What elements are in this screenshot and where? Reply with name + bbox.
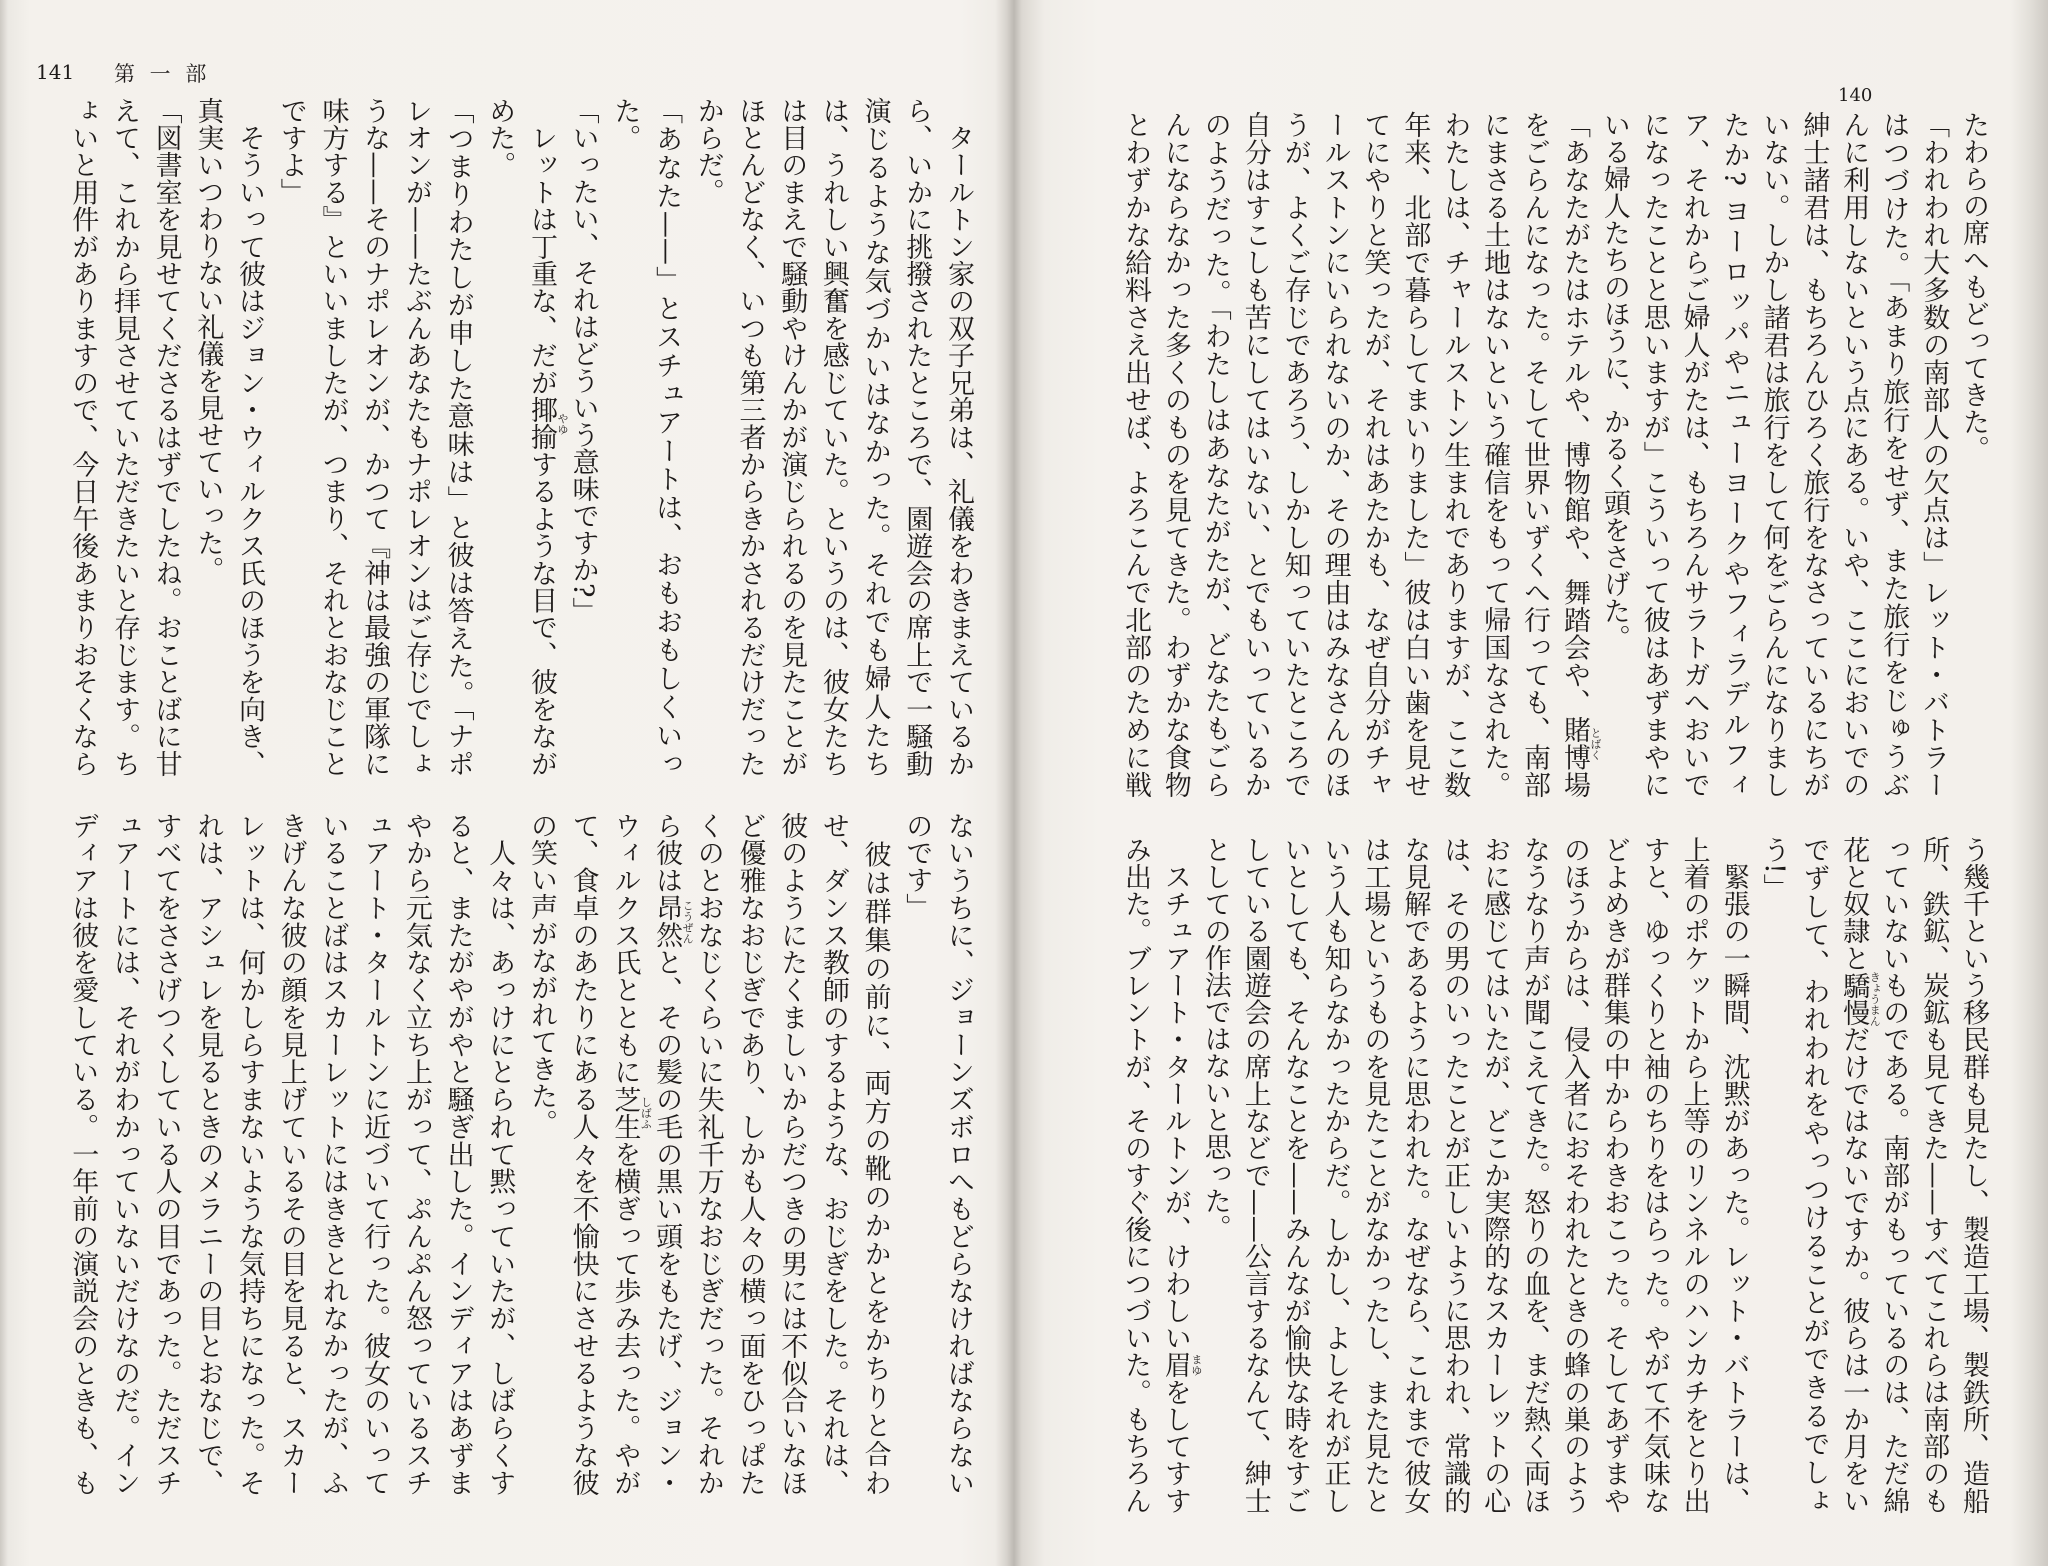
text-line: 自分はすこしも苦にしてはいない、とでもいっているか [1239, 111, 1271, 798]
text-line [604, 812, 653, 1496]
text-line: れは、アシュレを見るときのメラニーの目とおなじで、 [192, 812, 224, 1496]
ruby-word [525, 396, 569, 451]
text-run: ら彼は [651, 812, 683, 895]
text-line: おに感じてはいたが、どこか実際的なスカーレットの心 [1479, 836, 1511, 1514]
text-line: どよめきが群集の中からわきおこった。そしてあずまや [1598, 836, 1630, 1514]
text-line: ュアートには、それがわかっていないだけなのだ。イン [108, 812, 140, 1496]
text-line: のほうからは、侵入者におそわれたときの蜂の巣のよう [1558, 836, 1590, 1514]
text-line: んにならなかった多くのものを見てきた。わずかな食物 [1159, 111, 1191, 798]
text-line: 「われわれ大多数の南部人の欠点は」レット・バトラー [1918, 111, 1950, 798]
text-line: からだ。 [692, 97, 724, 205]
ruby-base: 賭博 [1558, 716, 1590, 771]
text-line: ら、いかに挑撥されたところで、園遊会の席上で一騒動 [901, 97, 933, 777]
text-line: わたしは、チャールストン生まれでありますが、ここ数 [1439, 111, 1471, 798]
text-line: 真実いつわりない礼儀を見せていった。 [192, 97, 224, 583]
text-line: にまさる土地はないという確信をもって帰国なされた。 [1479, 111, 1511, 798]
text-line: な見解であるように思われた。なぜなら、これまで彼女 [1399, 836, 1431, 1514]
text-line: すと、ゆっくりと袖のちりをはらった。やがて不気味な [1638, 836, 1670, 1514]
text-line: 人々は、あっけにとられて黙っていたが、しばらくす [484, 812, 516, 1496]
text-block-upper [1115, 111, 1993, 798]
text-line [1155, 836, 1203, 1514]
text-line: 「つまりわたしが申した意味は」と彼は答えた。「ナポ [442, 97, 474, 777]
text-line: のです」 [901, 812, 933, 920]
ruby-word [1159, 1351, 1203, 1379]
text-line: でずして、われわれをやっつけることができるでしょ [1798, 836, 1830, 1514]
text-line: ど優雅なおじぎであり、しかも人々の横っ面をひっぱた [734, 812, 766, 1496]
text-line: うが、よくご存じであろう、しかし知っていたところで [1279, 111, 1311, 798]
left-page [0, 0, 1010, 1566]
text-line: している園遊会の席上などで——公言するなんて、紳士 [1239, 836, 1271, 1514]
text-line: ディアは彼を愛している。一年前の演説会のときも、も [67, 812, 99, 1496]
text-line: の笑い声がながれてきた。 [525, 812, 557, 1136]
text-run: するような目で、彼をなが [525, 450, 557, 778]
text-line: んに利用しないという点にある。いや、ここにおいでの [1838, 111, 1870, 798]
text-line [645, 812, 695, 1496]
text-line: 上着のポケットから上等のリンネルのハンカチをとり出 [1678, 836, 1710, 1514]
text-block-upper [62, 97, 979, 777]
text-line: ア、それからご婦人がたは、もちろんサラトガへおいで [1678, 111, 1710, 798]
text-line: み出た。ブレントが、そのすぐ後につづいた。もちろん [1119, 836, 1151, 1514]
text-line: ると、またがやがやと騒ぎ出した。インディアはあずま [442, 812, 474, 1496]
text-line: 紳士諸君は、もちろんひろく旅行をなさっているにちが [1798, 111, 1830, 798]
text-line: う!」 [1758, 836, 1790, 901]
text-run: 花と奴隷と [1838, 836, 1870, 972]
page-number: 141 [36, 60, 75, 84]
text-line: ょいと用件がありますので、今日午後あまりおそくなら [67, 97, 99, 777]
text-line: 彼のようにたくましいからだつきの男には不似合いなほ [776, 812, 808, 1496]
text-line: 「あなた——」とスチュアートは、おもおもしくいっ [651, 97, 683, 777]
text-block-lower [1115, 836, 1993, 1514]
text-line: は工場というものを見たことがなかったし、また見たと [1359, 836, 1391, 1514]
text-line: そういって彼はジョン・ウィルクス氏のほうを向き、 [234, 97, 266, 777]
text-line: う幾千という移民群も見たし、製造工場、製鉄所、造船 [1958, 836, 1989, 1514]
text-line: レットは、何かしらすまないような気持ちになった。そ [234, 812, 266, 1496]
text-line: 演じるような気づかいはなかった。それでも婦人たち [859, 97, 891, 777]
text-line: ですよ」 [275, 97, 307, 205]
ruby-reading: とばく [1588, 727, 1602, 760]
ruby-base: 芝生 [609, 1085, 641, 1141]
text-line: せ、ダンス教師のするような、おじぎをした。それは、 [817, 812, 849, 1496]
text-run: 場 [1558, 771, 1590, 798]
right-page [1010, 0, 2048, 1566]
text-run: だけではないですか。彼らは一か月をい [1838, 1025, 1870, 1514]
page-number: 140 [1838, 85, 1873, 106]
text-line: めた。 [484, 97, 516, 178]
text-line: たか? ヨーロッパやニューヨークやフィラデルフィ [1718, 111, 1750, 798]
text-run: と、その髪の毛の黒い頭をもたげ、ジョン・ [651, 948, 683, 1496]
text-block-lower [62, 812, 979, 1496]
running-head: 第 一 部 [114, 62, 211, 86]
text-line: くのとおなじくらいに失礼千万なおじぎだった。それか [692, 812, 724, 1496]
text-line: いる婦人たちのほうに、かるく頭をさげた。 [1598, 111, 1630, 651]
text-line: レオンが——たぶんあなたもナポレオンはご存じでしょ [400, 97, 432, 777]
text-line: えて、これから拝見させていただきたいと存じます。ち [108, 97, 140, 777]
text-line: いることばはスカーレットにはききとれなかったが、ふ [317, 812, 349, 1496]
text-line: いとしても、そんなことを——みんなが愉快な時をすご [1279, 836, 1311, 1514]
text-line: てにやりと笑ったが、それはあたかも、なぜ自分がチャ [1359, 111, 1391, 798]
text-line: たわらの席へもどってきた。 [1958, 111, 1989, 462]
text-line: 年来、北部で暮らしてまいりました」彼は白い歯を見せ [1399, 111, 1431, 798]
text-line: になったことと思いますが」こういって彼はあずまやに [1638, 111, 1670, 798]
text-line: はつづけた。「あまり旅行をせず、また旅行をじゅうぶ [1878, 111, 1910, 798]
ruby-word [651, 894, 695, 949]
text-line: ュアート・タールトンに近づいて行った。彼女のいって [359, 812, 391, 1496]
text-run: をしてすす [1159, 1378, 1191, 1514]
text-line: 「図書室を見せてくださるはずでしたね。おことばに甘 [150, 97, 182, 777]
ruby-reading: やゆ [555, 412, 569, 435]
ruby-base: 驕慢 [1838, 971, 1870, 1026]
text-line: 緊張の一瞬間、沈黙があった。レット・バトラーは、 [1718, 836, 1750, 1514]
ruby-reading: しばふ [639, 1096, 653, 1130]
text-line: は、その男のいったことが正しいように思われ、常識的 [1439, 836, 1471, 1514]
text-line: 味方する』といいましたが、つまり、それとおなじこと [317, 97, 349, 777]
text-run: レットは丁重な、だが [525, 97, 557, 397]
ruby-reading: きょうまん [1868, 971, 1882, 1027]
ruby-base: 揶揄 [525, 396, 557, 451]
text-line [1833, 836, 1882, 1514]
text-line: のようだった。「わたしはあなたがたが、どなたもごら [1199, 111, 1231, 798]
text-run: ウィルクス氏とともに [609, 812, 641, 1086]
ruby-reading: まゆ [1189, 1353, 1203, 1376]
text-line: やから元気なく立ち上がって、ぷんぷん怒っているスチ [400, 812, 432, 1496]
ruby-base: 眉 [1159, 1351, 1191, 1379]
ruby-word [609, 1085, 653, 1141]
text-line: た。 [609, 97, 641, 151]
text-line: なうなり声が聞こえてきた。怒りの血を、まだ熱く両ほ [1519, 836, 1551, 1514]
text-line: きげんな彼の顔を見上げているその目を見ると、スカー [275, 812, 307, 1496]
text-line: っていないものである。南部がもっているのは、ただ綿 [1878, 836, 1910, 1514]
ruby-word [1558, 716, 1602, 771]
text-line: とわずかな給料さえ出せば、よろこんで北部のために戦 [1119, 111, 1151, 798]
text-run: スチュアート・タールトンが、けわしい [1159, 836, 1191, 1352]
text-line: としての作法ではないと思った。 [1199, 836, 1231, 1241]
text-line: うな——そのナポレオンが、かつて『神は最強の軍隊に [359, 97, 391, 777]
ruby-reading: こうぜん [681, 899, 695, 944]
text-line [1554, 111, 1602, 798]
text-line: ールストンにいられないのか、その理由はみなさんのほ [1319, 111, 1351, 798]
text-run: 「あなたがたはホテルや、博物館や、舞踏会や、 [1558, 111, 1590, 716]
text-line: ほとんどなく、いつも第三者からきかされるだけだった [734, 97, 766, 777]
text-line: は目のまえで騒動やけんかが演じられるのを見たことが [776, 97, 808, 777]
text-line: ないうちに、ジョーンズボロへもどらなければならない [943, 812, 974, 1496]
ruby-base: 昂然 [651, 894, 683, 949]
text-line [520, 97, 569, 778]
text-line: いない。しかし諸君は旅行をして何をごらんになりまし [1758, 111, 1790, 798]
text-line: をごらんになった。そして世界いずくへ行っても、南部 [1519, 111, 1551, 798]
text-line: 彼は群集の前に、両方の靴のかかとをかちりと合わ [859, 812, 891, 1496]
text-run: を横ぎって歩み去った。やが [609, 1140, 641, 1496]
text-line: タールトン家の双子兄弟は、礼儀をわきまえているか [943, 97, 974, 777]
text-line: 「いったい、それはどういう意味ですか?」 [567, 97, 599, 625]
text-line: いう人も知らなかったからだ。しかし、よしそれが正し [1319, 836, 1351, 1514]
text-line: て、食卓のあたりにある人々を不愉快にさせるような彼 [567, 812, 599, 1496]
text-line: は、うれしい興奮を感じていた。というのは、彼女たち [817, 97, 849, 777]
text-line: すべてをささげつくしている人の目であった。ただスチ [150, 812, 182, 1496]
text-line: 所、鉄鉱、炭鉱も見てきた——すべてこれらは南部のも [1918, 836, 1950, 1514]
ruby-word [1838, 971, 1882, 1027]
